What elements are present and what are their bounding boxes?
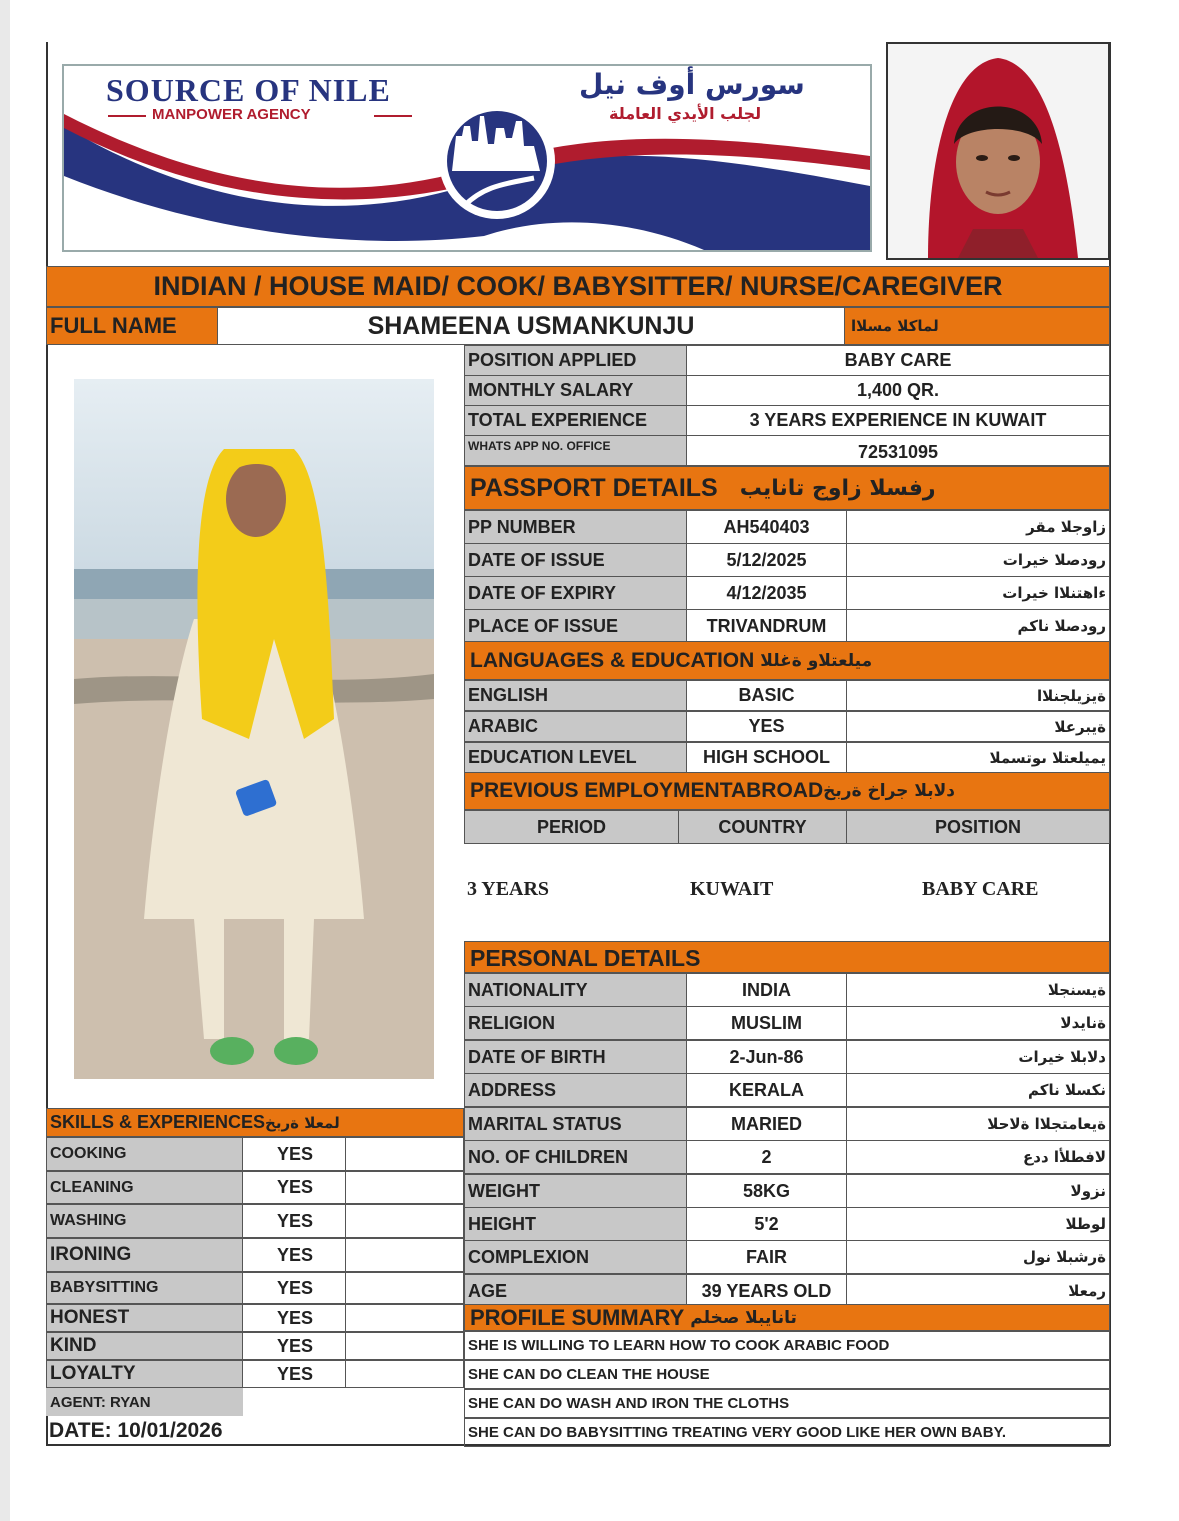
summary-label: MONTHLY SALARY [464,375,687,406]
personal-row-value: 2-Jun-86 [686,1040,847,1074]
personal-row-value: MARIED [686,1107,847,1141]
logo-english-name: SOURCE OF NILE [106,72,391,108]
languages-title-arabic: ميلعتلاو ةغللا [760,650,873,671]
personal-row-label: ADDRESS [464,1073,687,1107]
skill-value: YES [242,1137,346,1171]
personal-row-label: HEIGHT [464,1207,687,1241]
skill-label: IRONING [46,1238,243,1272]
personal-title: PERSONAL DETAILS [470,945,701,971]
employment-col-position: POSITION [846,810,1110,844]
job-title-banner [46,266,1110,307]
skill-value: YES [242,1304,346,1332]
personal-row-arabic: ةيعامتجلاا ةلاحلا [846,1107,1110,1141]
skill-value: YES [242,1238,346,1272]
personal-row-arabic: نكسلا ناكم [846,1073,1110,1107]
employment-country: KUWAIT [690,878,774,900]
full-name-label: FULL NAME [46,307,218,345]
page-edge [0,0,10,1521]
passport-row-label: PLACE OF ISSUE [464,609,687,643]
passport-row-value: 4/12/2035 [686,576,847,610]
skills-header [46,1108,464,1137]
passport-row-value: 5/12/2025 [686,543,847,577]
passport-row-label: PP NUMBER [464,510,687,544]
personal-row-arabic: لوطلا [846,1207,1110,1241]
personal-row-arabic: ةيسنجلا [846,973,1110,1007]
personal-row-value: 58KG [686,1174,847,1208]
languages-row-label: ARABIC [464,711,687,742]
languages-header [464,641,1110,680]
passport-row-arabic: رودصلا خيرات [846,543,1110,577]
personal-row-value: KERALA [686,1073,847,1107]
profile-line: SHE IS WILLING TO LEARN HOW TO COOK ARABIC FOOD [464,1331,1110,1360]
logo-english-sub: MANPOWER AGENCY [152,106,311,123]
employment-title-arabic: دلابلا جراخ ةربخ [823,781,956,801]
skill-notes [345,1360,464,1388]
passport-row-label: DATE OF EXPIRY [464,576,687,610]
personal-row-label: RELIGION [464,1006,687,1040]
personal-row-label: WEIGHT [464,1174,687,1208]
employment-position: BABY CARE [922,878,1039,900]
summary-value: BABY CARE [686,345,1110,376]
skill-label: HONEST [46,1304,243,1332]
passport-row-arabic: رودصلا ناكم [846,609,1110,643]
profile-header [464,1304,1110,1331]
skill-value: YES [242,1171,346,1204]
summary-label: TOTAL EXPERIENCE [464,405,687,436]
passport-title-arabic: رفسلا زاوج تانايب [739,475,936,501]
languages-row-arabic: يميلعتلا ىوتسملا [846,742,1110,773]
personal-row-arabic: نزولا [846,1174,1110,1208]
summary-label: WHATS APP NO. OFFICE [464,435,687,466]
personal-row-value: 39 YEARS OLD [686,1274,847,1308]
profile-line: SHE CAN DO WASH AND IRON THE CLOTHS [464,1389,1110,1418]
logo-arabic-name: سورس أوف نيل [579,68,805,101]
skill-value: YES [242,1332,346,1360]
skill-label: BABYSITTING [46,1272,243,1304]
skill-label: WASHING [46,1204,243,1238]
passport-row-arabic: ءاهتنلاا خيرات [846,576,1110,610]
job-title-text: INDIAN / HOUSE MAID/ COOK/ BABYSITTER/ NURSE/CAREGIVER [153,271,1003,301]
skill-notes [345,1171,464,1204]
languages-row-arabic: ةيزيلجنلاا [846,680,1110,711]
skill-label: COOKING [46,1137,243,1171]
languages-row-value: YES [686,711,847,742]
summary-value: 3 YEARS EXPERIENCE IN KUWAIT [686,405,1110,436]
skill-label: LOYALTY [46,1360,243,1388]
skills-title: SKILLS & EXPERIENCES [50,1112,266,1132]
personal-row-arabic: دلابلا خيرات [846,1040,1110,1074]
skill-value: YES [242,1204,346,1238]
full-body-photo [74,379,434,1079]
personal-row-arabic: لافطلأا ددع [846,1140,1110,1174]
skill-notes [345,1204,464,1238]
languages-row-label: EDUCATION LEVEL [464,742,687,773]
personal-row-label: NATIONALITY [464,973,687,1007]
passport-row-label: DATE OF ISSUE [464,543,687,577]
personal-row-label: AGE [464,1274,687,1308]
skill-notes [345,1332,464,1360]
personal-row-arabic: ةنايدلا [846,1006,1110,1040]
skill-notes [345,1238,464,1272]
employment-header [464,772,1110,810]
passport-header [464,466,1110,510]
skill-notes [345,1304,464,1332]
personal-row-value: MUSLIM [686,1006,847,1040]
languages-title: LANGUAGES & EDUCATION [470,648,755,672]
agent-name: AGENT: RYAN [46,1388,243,1416]
languages-row-value: BASIC [686,680,847,711]
skill-notes [345,1272,464,1304]
skill-label: KIND [46,1332,243,1360]
skill-value: YES [242,1360,346,1388]
passport-row-value: AH540403 [686,510,847,544]
personal-row-arabic: ةرشبلا نول [846,1240,1110,1274]
skills-title-arabic: لمعلا ةربخ [265,1113,340,1132]
summary-label: POSITION APPLIED [464,345,687,376]
profile-title: PROFILE SUMMARY [470,1304,685,1330]
personal-row-value: 2 [686,1140,847,1174]
languages-row-arabic: ةيبرعلا [846,711,1110,742]
full-body-image [74,379,434,1079]
full-name-arabic [844,307,1110,345]
languages-row-label: ENGLISH [464,680,687,711]
personal-row-label: MARITAL STATUS [464,1107,687,1141]
profile-title-arabic: تانايبلا صخلم [690,1307,797,1328]
logo-arabic-sub: لجلب الأيدي العاملة [609,104,762,123]
skill-value: YES [242,1272,346,1304]
personal-row-arabic: رمعلا [846,1274,1110,1308]
personal-row-label: NO. OF CHILDREN [464,1140,687,1174]
personal-row-value: INDIA [686,973,847,1007]
personal-row-label: COMPLEXION [464,1240,687,1274]
passport-title: PASSPORT DETAILS [470,473,718,502]
full-name-value: SHAMEENA USMANKUNJU [217,307,845,345]
employment-col-country: COUNTRY [678,810,847,844]
profile-line: SHE CAN DO BABYSITTING TREATING VERY GOOD LIKE HER OWN BABY. [464,1418,1110,1447]
personal-row-label: DATE OF BIRTH [464,1040,687,1074]
employment-col-period: PERIOD [464,810,679,844]
personal-row-value: FAIR [686,1240,847,1274]
passport-row-value: TRIVANDRUM [686,609,847,643]
passport-row-arabic: زاوجلا مقر [846,510,1110,544]
skill-label: CLEANING [46,1171,243,1204]
employment-title: PREVIOUS EMPLOYMENTABROAD [470,779,824,802]
personal-header [464,941,1110,973]
skill-notes [345,1137,464,1171]
document-date: DATE: 10/01/2026 [49,1419,223,1442]
personal-row-value: 5'2 [686,1207,847,1241]
languages-row-value: HIGH SCHOOL [686,742,847,773]
profile-line: SHE CAN DO CLEAN THE HOUSE [464,1360,1110,1389]
employment-period: 3 YEARS [467,878,550,900]
summary-value: 1,400 QR. [686,375,1110,406]
summary-value: 72531095 [686,435,1110,466]
full-name-arabic-text: لماكلا مسلاا [851,317,939,335]
